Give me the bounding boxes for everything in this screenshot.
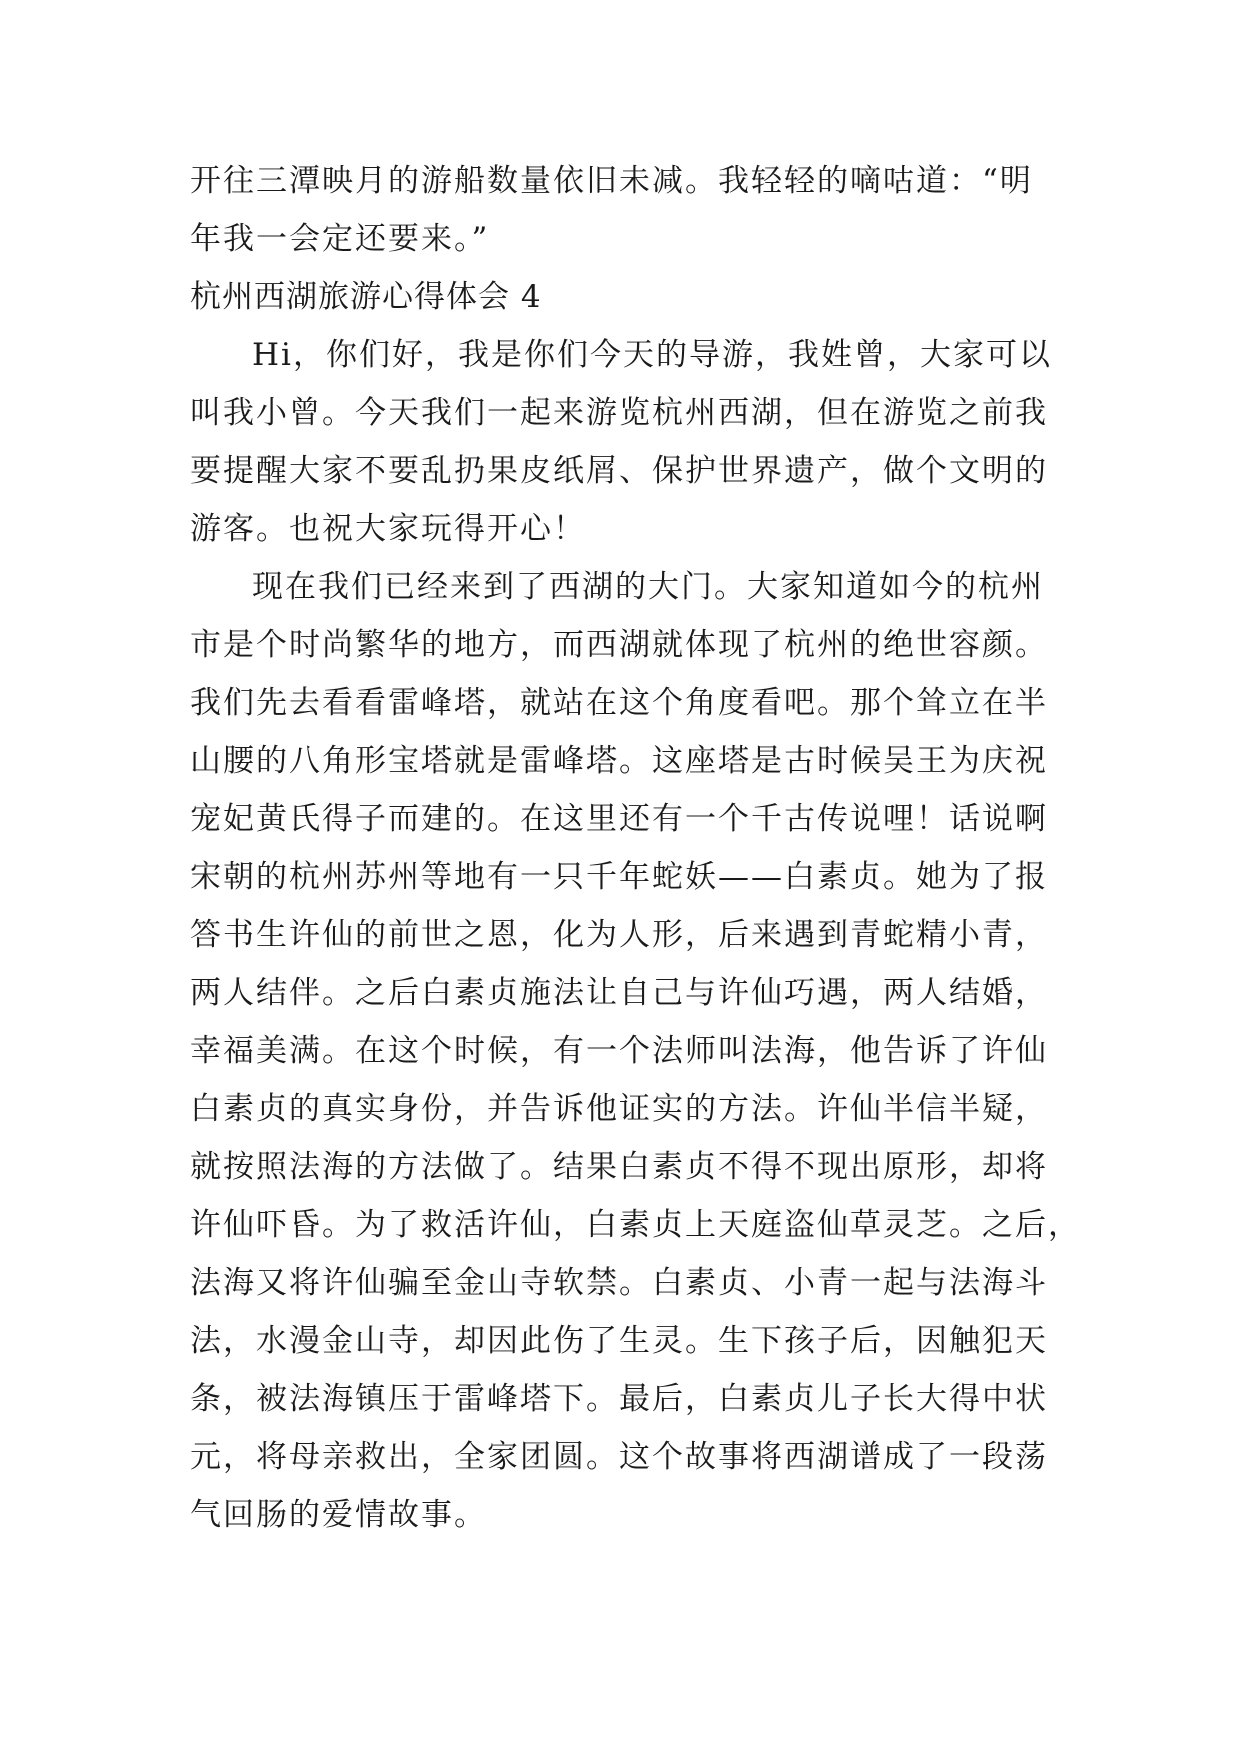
document-body bbox=[190, 152, 1081, 1544]
section-title: 杭州西湖旅游心得体会 4 bbox=[190, 279, 542, 315]
paragraph-first-line: Hi，你们好，我是你们今天的导游，我姓曾，大家可以 bbox=[252, 337, 1052, 373]
text-line: 游客。也祝大家玩得开心！ bbox=[190, 511, 586, 547]
paragraph-first-line: 现在我们已经来到了西湖的大门。大家知道如今的杭州 bbox=[252, 569, 1044, 605]
text-line: 年我一会定还要来。” bbox=[190, 221, 490, 257]
text-line: 法，水漫金山寺，却因此伤了生灵。生下孩子后，因触犯天 bbox=[190, 1323, 1048, 1359]
text-line: 宋朝的杭州苏州等地有一只千年蛇妖——白素贞。她为了报 bbox=[190, 859, 1048, 895]
text-line: 法海又将许仙骗至金山寺软禁。白素贞、小青一起与法海斗 bbox=[190, 1265, 1048, 1301]
text-line: 元，将母亲救出，全家团圆。这个故事将西湖谱成了一段荡 bbox=[190, 1439, 1048, 1475]
text-line: 就按照法海的方法做了。结果白素贞不得不现出原形，却将 bbox=[190, 1149, 1048, 1185]
text-line: 叫我小曾。今天我们一起来游览杭州西湖，但在游览之前我 bbox=[190, 395, 1048, 431]
text-line: 许仙吓昏。为了救活许仙，白素贞上天庭盗仙草灵芝。之后， bbox=[190, 1207, 1081, 1243]
text-line: 要提醒大家不要乱扔果皮纸屑、保护世界遗产，做个文明的 bbox=[190, 453, 1048, 489]
text-line: 两人结伴。之后白素贞施法让自己与许仙巧遇，两人结婚， bbox=[190, 975, 1048, 1011]
text-line: 答书生许仙的前世之恩，化为人形，后来遇到青蛇精小青， bbox=[190, 917, 1048, 953]
text-line: 宠妃黄氏得子而建的。在这里还有一个千古传说哩！话说啊 bbox=[190, 801, 1048, 837]
text-line: 开往三潭映月的游船数量依旧未减。我轻轻的嘀咕道：“明 bbox=[190, 163, 1033, 199]
text-line: 市是个时尚繁华的地方，而西湖就体现了杭州的绝世容颜。 bbox=[190, 627, 1048, 663]
text-line: 气回肠的爱情故事。 bbox=[190, 1497, 487, 1533]
text-line: 幸福美满。在这个时候，有一个法师叫法海，他告诉了许仙 bbox=[190, 1033, 1048, 1069]
text-line: 山腰的八角形宝塔就是雷峰塔。这座塔是古时候吴王为庆祝 bbox=[190, 743, 1048, 779]
text-line: 白素贞的真实身份，并告诉他证实的方法。许仙半信半疑， bbox=[190, 1091, 1048, 1127]
text-line: 条，被法海镇压于雷峰塔下。最后，白素贞儿子长大得中状 bbox=[190, 1381, 1048, 1417]
text-line: 我们先去看看雷峰塔，就站在这个角度看吧。那个耸立在半 bbox=[190, 685, 1048, 721]
